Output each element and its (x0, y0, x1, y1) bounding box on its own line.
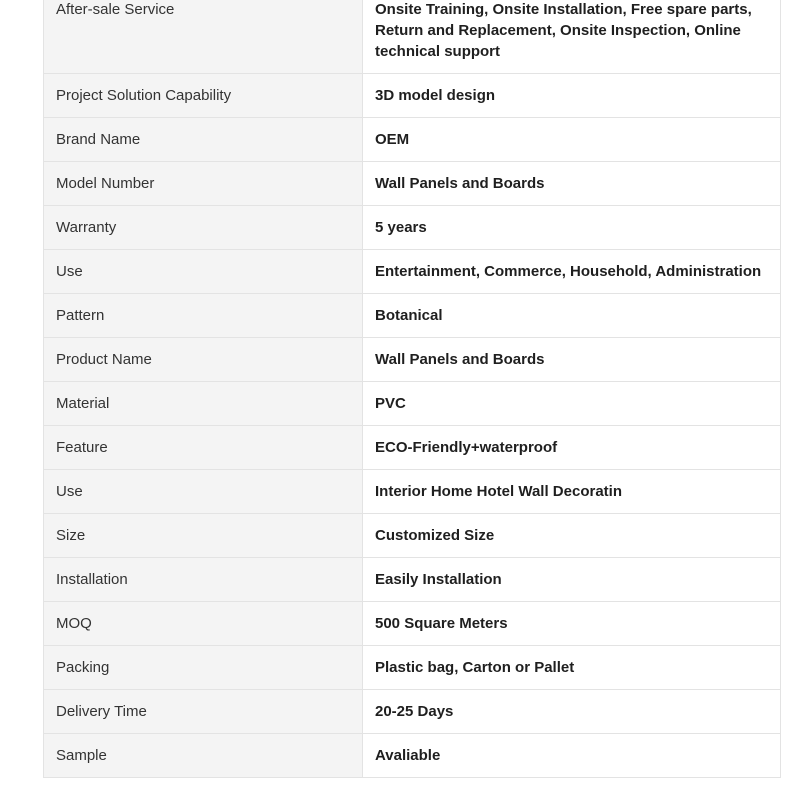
spec-value: 5 years (363, 206, 781, 250)
spec-value: Onsite Training, Onsite Installation, Free spare parts, Return and Replacement, Onsite Inspection, Online technical support (363, 0, 781, 74)
spec-value: Entertainment, Commerce, Household, Administration (363, 250, 781, 294)
spec-label: Feature (44, 426, 363, 470)
table-row (44, 162, 781, 206)
spec-label: Project Solution Capability (44, 74, 363, 118)
spec-value: Botanical (363, 294, 781, 338)
spec-label: Brand Name (44, 118, 363, 162)
spec-label: Material (44, 382, 363, 426)
spec-value: 500 Square Meters (363, 602, 781, 646)
spec-value: Customized Size (363, 514, 781, 558)
table-row (44, 734, 781, 778)
spec-value: Wall Panels and Boards (363, 162, 781, 206)
table-row (44, 206, 781, 250)
table-row (44, 338, 781, 382)
spec-value: Interior Home Hotel Wall Decoratin (363, 470, 781, 514)
table-row (44, 514, 781, 558)
table-row (44, 558, 781, 602)
table-row (44, 74, 781, 118)
spec-value: Plastic bag, Carton or Pallet (363, 646, 781, 690)
table-row (44, 118, 781, 162)
spec-label: Use (44, 250, 363, 294)
spec-value: Easily Installation (363, 558, 781, 602)
spec-value: OEM (363, 118, 781, 162)
spec-label: Sample (44, 734, 363, 778)
spec-label: Warranty (44, 206, 363, 250)
table-row (44, 250, 781, 294)
spec-value: 20-25 Days (363, 690, 781, 734)
product-specifications-table (43, 0, 781, 778)
spec-label: Installation (44, 558, 363, 602)
spec-value: PVC (363, 382, 781, 426)
spec-label: MOQ (44, 602, 363, 646)
table-row (44, 602, 781, 646)
spec-label: After-sale Service (44, 0, 363, 74)
table-row (44, 0, 781, 74)
spec-label: Product Name (44, 338, 363, 382)
spec-label: Pattern (44, 294, 363, 338)
spec-value: ECO-Friendly+waterproof (363, 426, 781, 470)
spec-label: Delivery Time (44, 690, 363, 734)
spec-label: Use (44, 470, 363, 514)
table-row (44, 690, 781, 734)
table-row (44, 382, 781, 426)
table-row (44, 426, 781, 470)
spec-value: Avaliable (363, 734, 781, 778)
spec-value: Wall Panels and Boards (363, 338, 781, 382)
spec-label: Model Number (44, 162, 363, 206)
spec-label: Packing (44, 646, 363, 690)
table-row (44, 646, 781, 690)
spec-label: Size (44, 514, 363, 558)
table-row (44, 294, 781, 338)
table-row (44, 470, 781, 514)
spec-value: 3D model design (363, 74, 781, 118)
